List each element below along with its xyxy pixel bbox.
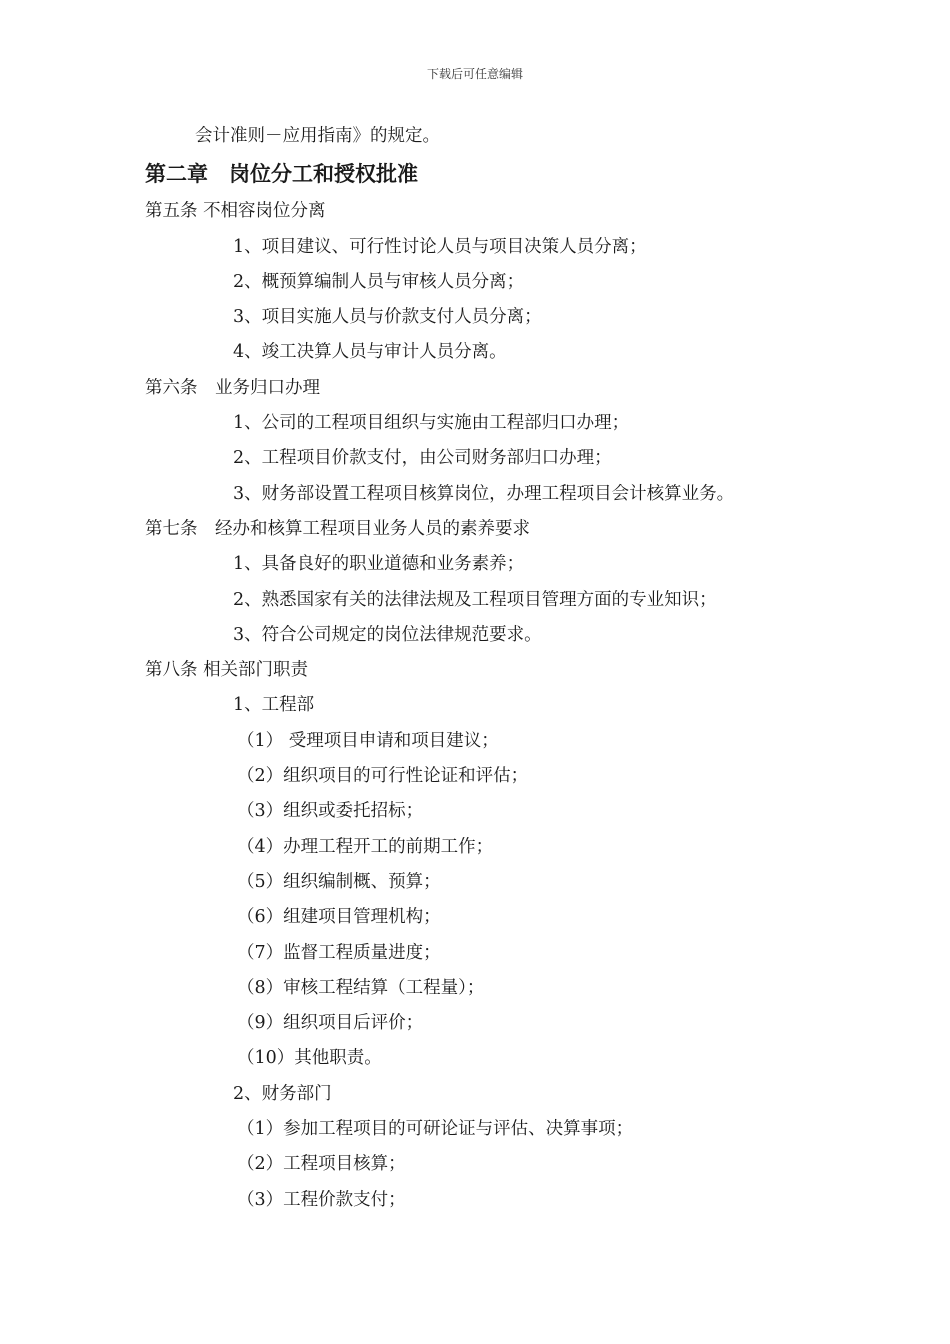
article-5-title: 第五条 不相容岗位分离 [145,201,326,222]
finance-duty-item: （3）工程价款支付； [237,1189,406,1210]
article-5-item: 2、概预算编制人员与审核人员分离； [233,271,525,292]
engineering-duty-item: （2）组织项目的可行性论证和评估； [237,766,529,787]
chapter-title: 第二章 岗位分工和授权批准 [145,161,418,187]
article-6-title: 第六条 业务归口办理 [145,377,320,398]
engineering-duty-item: （3）组织或委托招标； [237,801,424,822]
department-engineering-title: 1、工程部 [233,695,315,716]
engineering-duty-item: （6）组建项目管理机构； [237,907,441,928]
article-6-item: 3、财务部设置工程项目核算岗位，办理工程项目会计核算业务。 [233,483,735,504]
document-body [145,119,845,1218]
page-header: 下载后可任意编辑 [426,67,523,81]
article-7-title: 第七条 经办和核算工程项目业务人员的素养要求 [145,518,530,539]
article-8-title: 第八条 相关部门职责 [145,660,309,681]
engineering-duty-item: （7）监督工程质量进度； [237,942,441,963]
article-5-item: 3、项目实施人员与价款支付人员分离； [233,307,542,328]
engineering-duty-item: （1） 受理项目申请和项目建议； [237,730,499,751]
article-5-item: 4、竣工决算人员与审计人员分离。 [233,342,507,363]
engineering-duty-item: （10）其他职责。 [237,1048,382,1069]
engineering-duty-item: （9）组织项目后评价； [237,1013,424,1034]
article-7-item: 2、熟悉国家有关的法律法规及工程项目管理方面的专业知识； [233,589,717,610]
engineering-duty-item: （4）办理工程开工的前期工作； [237,836,494,857]
engineering-duty-item: （5）组织编制概、预算； [237,871,441,892]
finance-duty-item: （2）工程项目核算； [237,1154,406,1175]
engineering-duty-item: （8）审核工程结算（工程量）； [237,977,485,998]
department-finance-title: 2、财务部门 [233,1083,332,1104]
finance-duty-item: （1）参加工程项目的可研论证与评估、决算事项； [237,1119,634,1140]
article-7-item: 3、符合公司规定的岗位法律规范要求。 [233,624,542,645]
article-6-item: 1、公司的工程项目组织与实施由工程部归口办理； [233,413,630,434]
article-6-item: 2、工程项目价款支付，由公司财务部归口办理； [233,448,612,469]
article-7-item: 1、具备良好的职业道德和业务素养； [233,554,525,575]
continuation-text: 会计准则－应用指南》的规定。 [195,126,440,146]
article-5-item: 1、项目建议、可行性讨论人员与项目决策人员分离； [233,236,647,257]
